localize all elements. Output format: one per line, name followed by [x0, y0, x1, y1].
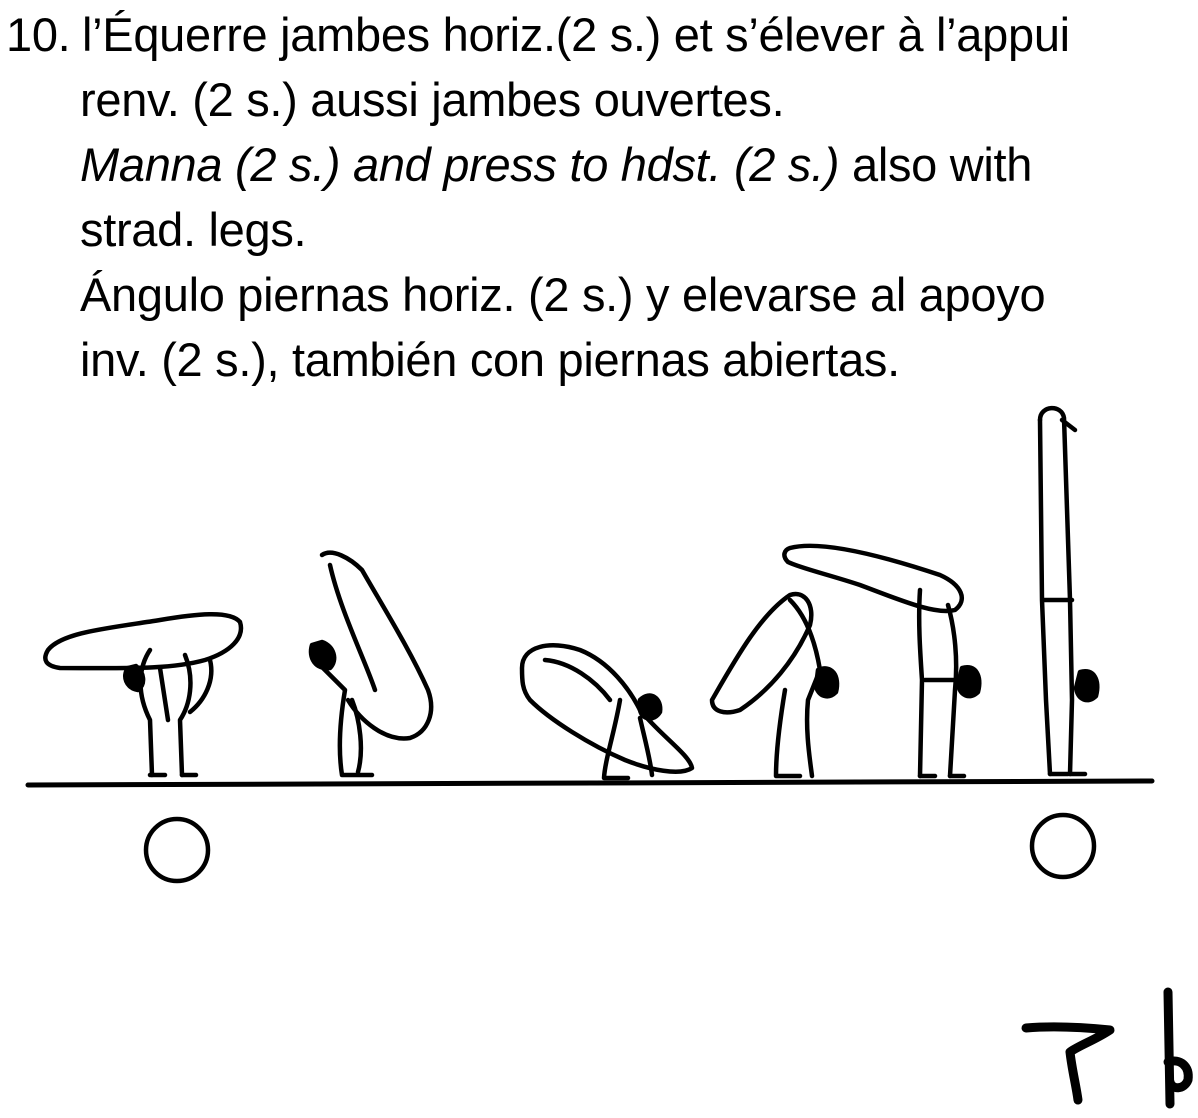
french-line-2: renv. (2 s.) aussi jambes ouvertes.: [80, 73, 785, 126]
hold-marker-left: [146, 819, 208, 881]
figure-manna: [45, 614, 241, 775]
figure-handstand: [1040, 408, 1097, 774]
figure-tuck-press: [522, 645, 692, 778]
english-rest-text: also with: [839, 138, 1033, 191]
element-number: 10.: [6, 8, 71, 61]
english-italic-text: Manna (2 s.) and press to hdst. (2 s.): [80, 138, 840, 191]
french-text-1: l’Équerre jambes horiz.(2 s.) et s’élever à l’appui: [82, 8, 1070, 61]
english-line-2: strad. legs.: [80, 203, 307, 256]
difficulty-symbol-logo: [1026, 992, 1188, 1104]
figure-pike-up: [712, 594, 837, 776]
figure-press-horizontal: [784, 546, 979, 776]
spanish-line-2: inv. (2 s.), también con piernas abiertas.: [80, 333, 900, 386]
figure-legs-rising: [311, 553, 431, 775]
hold-marker-right: [1032, 815, 1094, 877]
spanish-line-1: Ángulo piernas horiz. (2 s.) y elevarse al apoyo: [80, 268, 1046, 321]
floor-line: [28, 781, 1152, 785]
